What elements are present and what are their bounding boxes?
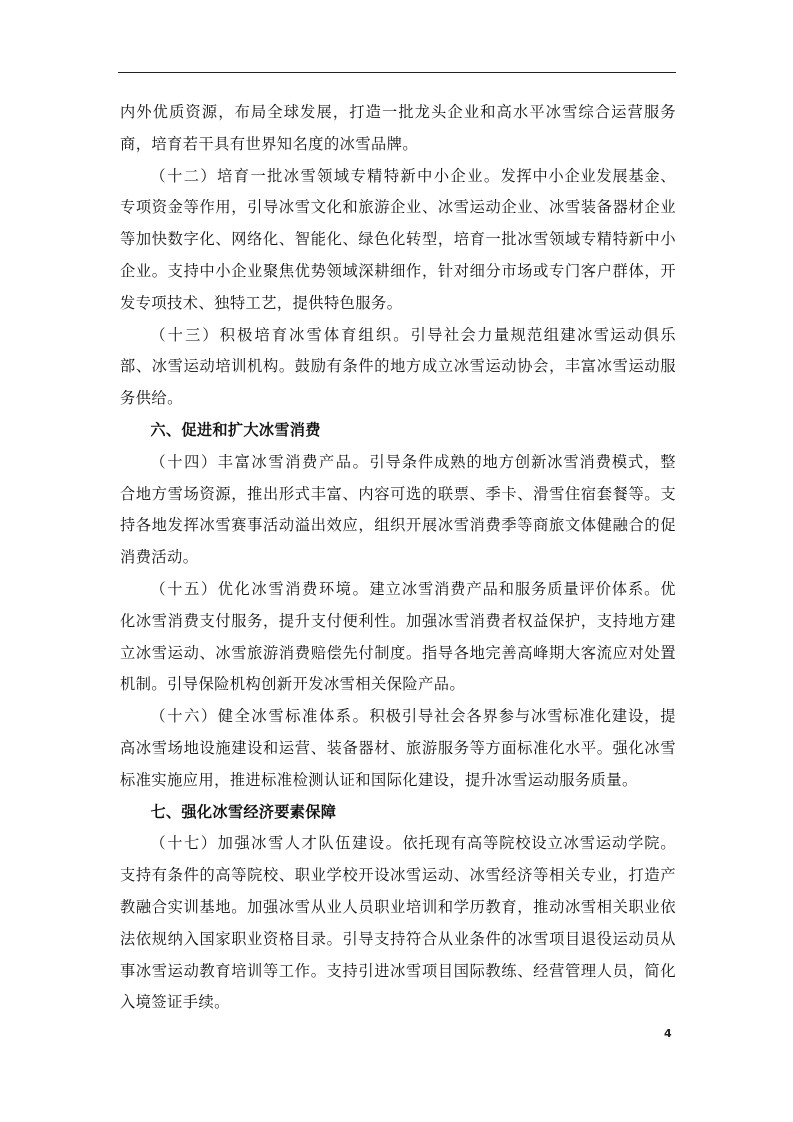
paragraph-12-lead: （十二）培育一批冰雪领域专精特新中小企业。 [150, 166, 501, 185]
paragraph-14-text: 引导条件成熟的地方创新冰雪消费模式，整合地方雪场资源，推出形式丰富、内容可选的联票、季卡、滑雪住宿套餐等。支持各地发挥冰雪赛事活动溢出效应，组织开展冰雪消费季等商旅文体健融合的促消费活动。 [120, 452, 676, 567]
paragraph-15-lead: （十五）优化冰雪消费环境。 [150, 579, 370, 598]
paragraph-13 [120, 320, 676, 415]
paragraph-continuation: 内外优质资源，布局全球发展，打造一批龙头企业和高水平冰雪综合运营服务商，培育若干具有世界知名度的冰雪品牌。 [120, 103, 676, 153]
header-rule [118, 72, 676, 73]
section-heading-6: 六、促进和扩大冰雪消费 [150, 420, 321, 439]
paragraph-13-text: 引导社会力量规范组建冰雪运动俱乐部、冰雪运动培训机构。鼓励有条件的地方成立冰雪运动协会，丰富冰雪运动服务供给。 [120, 325, 677, 408]
paragraph-17 [120, 828, 676, 1019]
paragraph-13-lead: （十三）积极培育冰雪体育组织。 [150, 325, 411, 344]
section-heading-7: 七、强化冰雪经济要素保障 [150, 802, 337, 821]
paragraph-14 [120, 447, 676, 574]
paragraph-16-text: 积极引导社会各界参与冰雪标准化建设，提高冰雪场地设施建设和运营、装备器材、旅游服务等方面标准化水平。强化冰雪标准实施应用，推进标准检测认证和国际化建设，提升冰雪运动服务质量。 [120, 707, 676, 789]
paragraph-16-lead: （十六）健全冰雪标准体系。 [150, 707, 370, 726]
paragraph-12-text: 发挥中小企业发展基金、专项资金等作用，引导冰雪文化和旅游企业、冰雪运动企业、冰雪装备器材企业等加快数字化、网络化、智能化、绿色化转型，培育一批冰雪领域专精特新中小企业。支持中小企业聚焦优势领域深耕细作，针对细分市场或专门客户群体，开发专项技术、独特工艺，提供特色服务。 [120, 166, 676, 312]
page-number: 4 [664, 1027, 672, 1040]
paragraph-16 [120, 701, 676, 796]
paragraph-15 [120, 574, 676, 701]
document-body [120, 97, 676, 1019]
paragraph-12 [120, 161, 676, 320]
paragraph-14-lead: （十四）丰富冰雪消费产品。 [150, 452, 370, 471]
paragraph-17-lead: （十七）加强冰雪人才队伍建设。 [150, 834, 403, 853]
paragraph-17-text: 依托现有高等院校设立冰雪运动学院。支持有条件的高等院校、职业学校开设冰雪运动、冰雪经济等相关专业，打造产教融合实训基地。加强冰雪从业人员职业培训和学历教育，推动冰雪相关职业依法依规纳入国家职业资格目录。引导支持符合从业条件的冰雪项目退役运动员从事冰雪运动教育培训等工作。支持引进冰雪项目国际教练、经营管理人员，简化入境签证手续。 [120, 834, 677, 1012]
paragraph-15-text: 建立冰雪消费产品和服务质量评价体系。优化冰雪消费支付服务，提升支付便利性。加强冰雪消费者权益保护，支持地方建立冰雪运动、冰雪旅游消费赔偿先付制度。指导各地完善高峰期大客流应对处置机制。引导保险机构创新开发冰雪相关保险产品。 [120, 579, 676, 694]
